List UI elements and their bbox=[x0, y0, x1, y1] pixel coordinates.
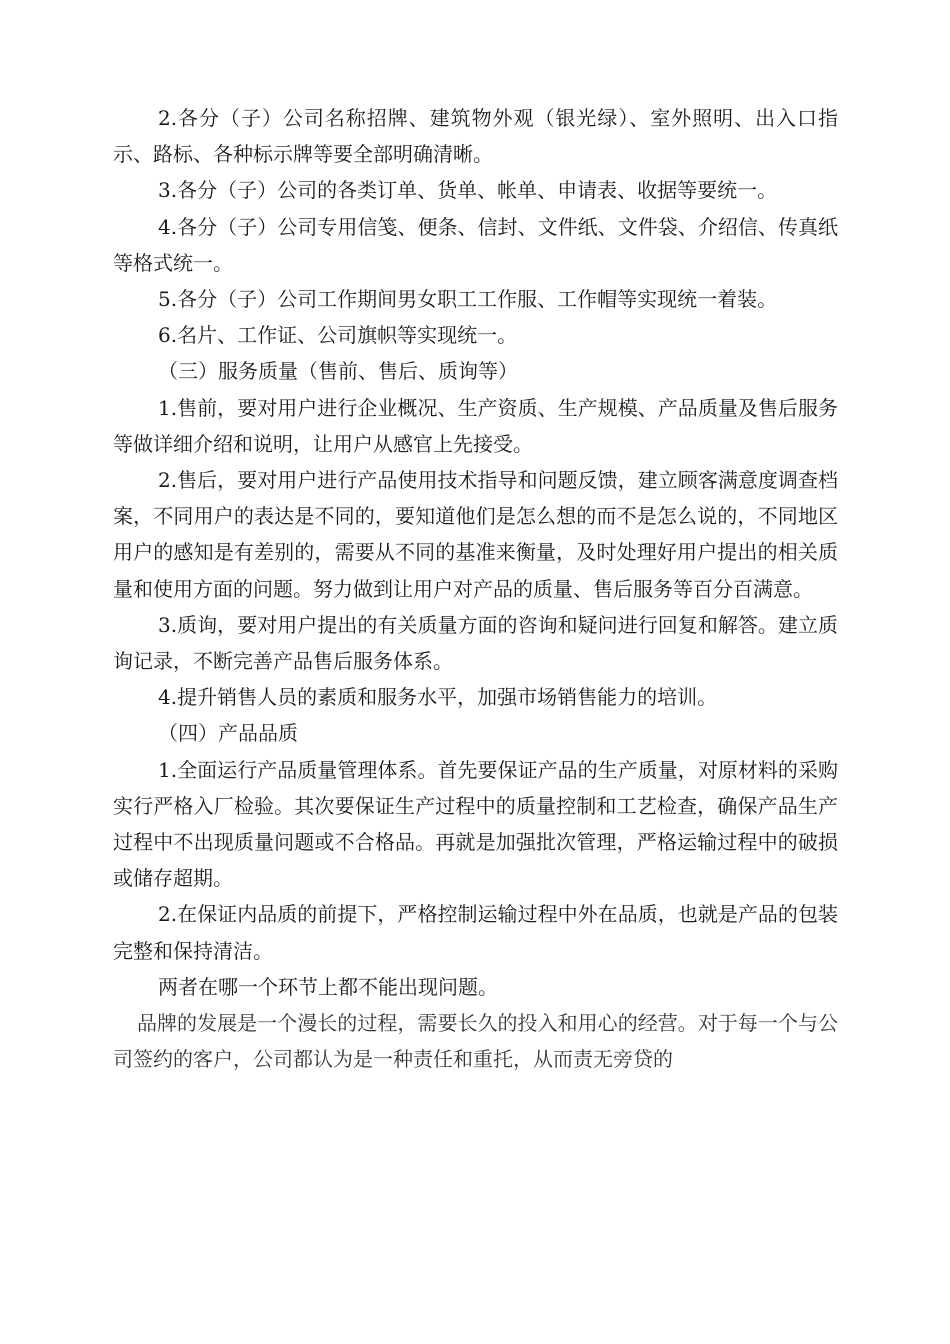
paragraph-5-uniforms: 5.各分（子）公司工作期间男女职工工作服、工作帽等实现统一着装。 bbox=[158, 287, 778, 312]
paragraph-external-quality: 2.在保证内品质的前提下，严格控制运输过程中外在品质，也就是产品的包装完整和保持清洁。 bbox=[113, 902, 838, 963]
section-heading-product-quality: （四）产品品质 bbox=[158, 721, 298, 746]
paragraph-quality-system: 1.全面运行产品质量管理体系。首先要保证产品的生产质量，对原材料的采购实行严格入厂检验。其次要保证生产过程中的质量控制和工艺检查，确保产品生产过程中不出现质量问题或不合格品。再就是加强批次管理，严格运输过程中的破损或储存超期。 bbox=[113, 757, 838, 891]
paragraph-6-cards: 6.名片、工作证、公司旗帜等实现统一。 bbox=[158, 323, 518, 348]
paragraph-3-forms: 3.各分（子）公司的各类订单、货单、帐单、申请表、收据等要统一。 bbox=[158, 178, 778, 203]
paragraph-aftersale: 2.售后，要对用户进行产品使用技术指导和问题反馈，建立顾客满意度调查档案，不同用户的表达是不同的，要知道他们是怎么想的而不是怎么说的，不同地区用户的感知是有差别的，需要从不同的基准来衡量，及时处理好用户提出的相关质量和使用方面的问题。努力做到让用户对产品的质量、售后服务等百分百满意。 bbox=[113, 468, 838, 601]
paragraph-inquiry: 3.质询，要对用户提出的有关质量方面的咨询和疑问进行回复和解答。建立质询记录，不断完善产品售后服务体系。 bbox=[113, 612, 838, 674]
document-body bbox=[113, 100, 838, 1077]
paragraph-both-links: 两者在哪一个环节上都不能出现问题。 bbox=[158, 974, 498, 999]
paragraph-brand-development: 品牌的发展是一个漫长的过程，需要长久的投入和用心的经营。对于每一个与公司签约的客户，公司都认为是一种责任和重托，从而责无旁贷的 bbox=[113, 1011, 838, 1072]
paragraph-presale: 1.售前，要对用户进行企业概况、生产资质、生产规模、产品质量及售后服务等做详细介绍和说明，让用户从感官上先接受。 bbox=[113, 395, 838, 456]
section-heading-service-quality: （三）服务质量（售前、售后、质询等） bbox=[158, 359, 518, 384]
paragraph-4-stationery: 4.各分（子）公司专用信笺、便条、信封、文件纸、文件袋、介绍信、传真纸等格式统一。 bbox=[113, 214, 838, 275]
paragraph-2-signage: 2.各分（子）公司名称招牌、建筑物外观（银光绿）、室外照明、出入口指示、路标、各种标示牌等要全部明确清晰。 bbox=[113, 106, 838, 167]
paragraph-sales-training: 4.提升销售人员的素质和服务水平，加强市场销售能力的培训。 bbox=[158, 685, 718, 710]
